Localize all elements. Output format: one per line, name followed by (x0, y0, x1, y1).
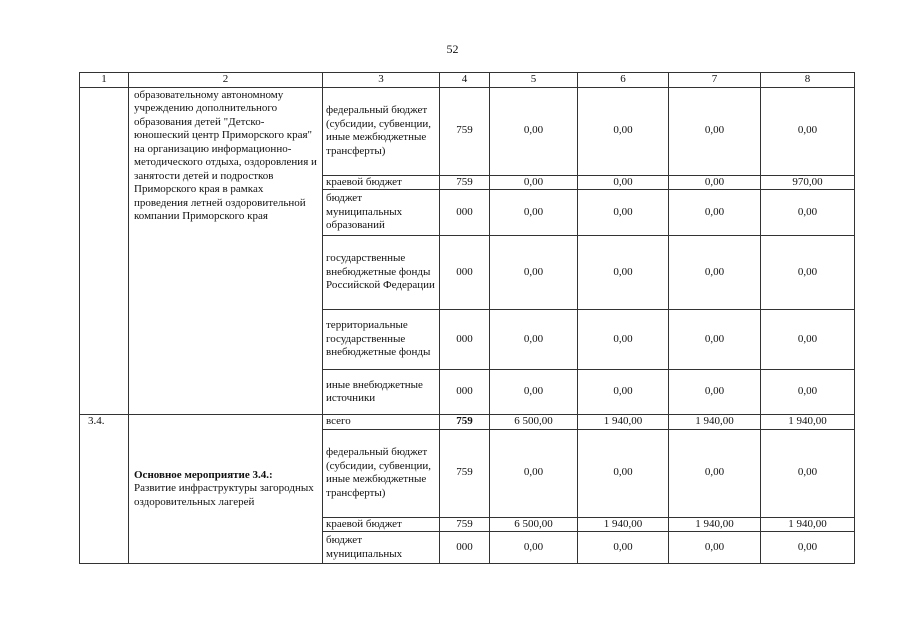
value-cell: 0,00 (761, 310, 855, 370)
budget-code: 759 (440, 517, 490, 532)
funding-source: бюджет муниципальных образований (323, 190, 440, 236)
value-cell: 0,00 (578, 190, 669, 236)
budget-code: 000 (440, 310, 490, 370)
budget-code: 759 (440, 175, 490, 190)
budget-code: 000 (440, 236, 490, 310)
budget-code: 759 (440, 87, 490, 175)
funding-source: бюджет муниципальных (323, 532, 440, 564)
value-cell: 0,00 (490, 87, 578, 175)
value-cell: 0,00 (490, 370, 578, 415)
column-header: 7 (669, 73, 761, 88)
value-cell: 0,00 (669, 87, 761, 175)
value-cell: 0,00 (669, 236, 761, 310)
funding-source: краевой бюджет (323, 175, 440, 190)
value-cell: 0,00 (490, 532, 578, 564)
value-cell: 0,00 (761, 370, 855, 415)
column-header: 3 (323, 73, 440, 88)
value-cell: 6 500,00 (490, 517, 578, 532)
activity-text: Развитие инфраструктуры загородных оздоровительных лагерей (134, 482, 314, 508)
value-cell: 0,00 (578, 87, 669, 175)
value-cell: 0,00 (578, 370, 669, 415)
column-header: 6 (578, 73, 669, 88)
value-cell: 1 940,00 (578, 415, 669, 430)
budget-code: 000 (440, 370, 490, 415)
value-cell: 1 940,00 (669, 517, 761, 532)
value-cell: 0,00 (578, 236, 669, 310)
index-cell: 3.4. (80, 415, 129, 564)
value-cell: 0,00 (761, 87, 855, 175)
column-header: 2 (129, 73, 323, 88)
value-cell: 0,00 (578, 175, 669, 190)
value-cell: 0,00 (669, 175, 761, 190)
activity-description (129, 415, 323, 564)
value-cell: 0,00 (669, 429, 761, 517)
budget-code: 000 (440, 532, 490, 564)
value-cell: 0,00 (669, 370, 761, 415)
value-cell: 0,00 (761, 236, 855, 310)
value-cell: 0,00 (761, 190, 855, 236)
value-cell: 0,00 (490, 190, 578, 236)
value-cell: 6 500,00 (490, 415, 578, 430)
value-cell: 1 940,00 (578, 517, 669, 532)
value-cell: 0,00 (761, 429, 855, 517)
funding-source: краевой бюджет (323, 517, 440, 532)
value-cell: 970,00 (761, 175, 855, 190)
budget-table (79, 72, 855, 564)
funding-source: федеральный бюджет (субсидии, субвенции, иные межбюджетные трансферты) (323, 87, 440, 175)
activity-title: Основное мероприятие 3.4.: (134, 468, 273, 481)
funding-source: федеральный бюджет (субсидии, субвенции, иные межбюджетные трансферты) (323, 429, 440, 517)
value-cell: 0,00 (490, 236, 578, 310)
value-cell: 0,00 (490, 310, 578, 370)
funding-source: территориальные государственные внебюджетные фонды (323, 310, 440, 370)
column-header: 8 (761, 73, 855, 88)
budget-code: 000 (440, 190, 490, 236)
value-cell: 0,00 (761, 532, 855, 564)
page-number: 52 (446, 42, 459, 56)
value-cell: 0,00 (578, 532, 669, 564)
value-cell: 1 940,00 (761, 415, 855, 430)
value-cell: 1 940,00 (761, 517, 855, 532)
column-header: 1 (80, 73, 129, 88)
value-cell: 0,00 (490, 429, 578, 517)
value-cell: 0,00 (669, 190, 761, 236)
funding-source: иные внебюджетные источники (323, 370, 440, 415)
column-header: 4 (440, 73, 490, 88)
value-cell: 0,00 (669, 310, 761, 370)
funding-source: государственные внебюджетные фонды Российской Федерации (323, 236, 440, 310)
value-cell: 0,00 (669, 532, 761, 564)
table-row (80, 415, 855, 430)
value-cell: 0,00 (490, 175, 578, 190)
value-cell: 0,00 (578, 429, 669, 517)
funding-source: всего (323, 415, 440, 430)
activity-description: образовательному автономному учреждению дополнительного образования детей "Детско-юношеский центр Приморского края" на организацию информационно-методического отдыха, оздоровления и занятости детей и подростков Приморского края в рамках проведения летней оздоровительной компании Приморского края (129, 87, 323, 415)
header-row (80, 73, 855, 88)
column-header: 5 (490, 73, 578, 88)
value-cell: 0,00 (578, 310, 669, 370)
table-row (80, 87, 855, 175)
budget-code: 759 (440, 415, 490, 430)
budget-code: 759 (440, 429, 490, 517)
index-cell (80, 87, 129, 415)
value-cell: 1 940,00 (669, 415, 761, 430)
